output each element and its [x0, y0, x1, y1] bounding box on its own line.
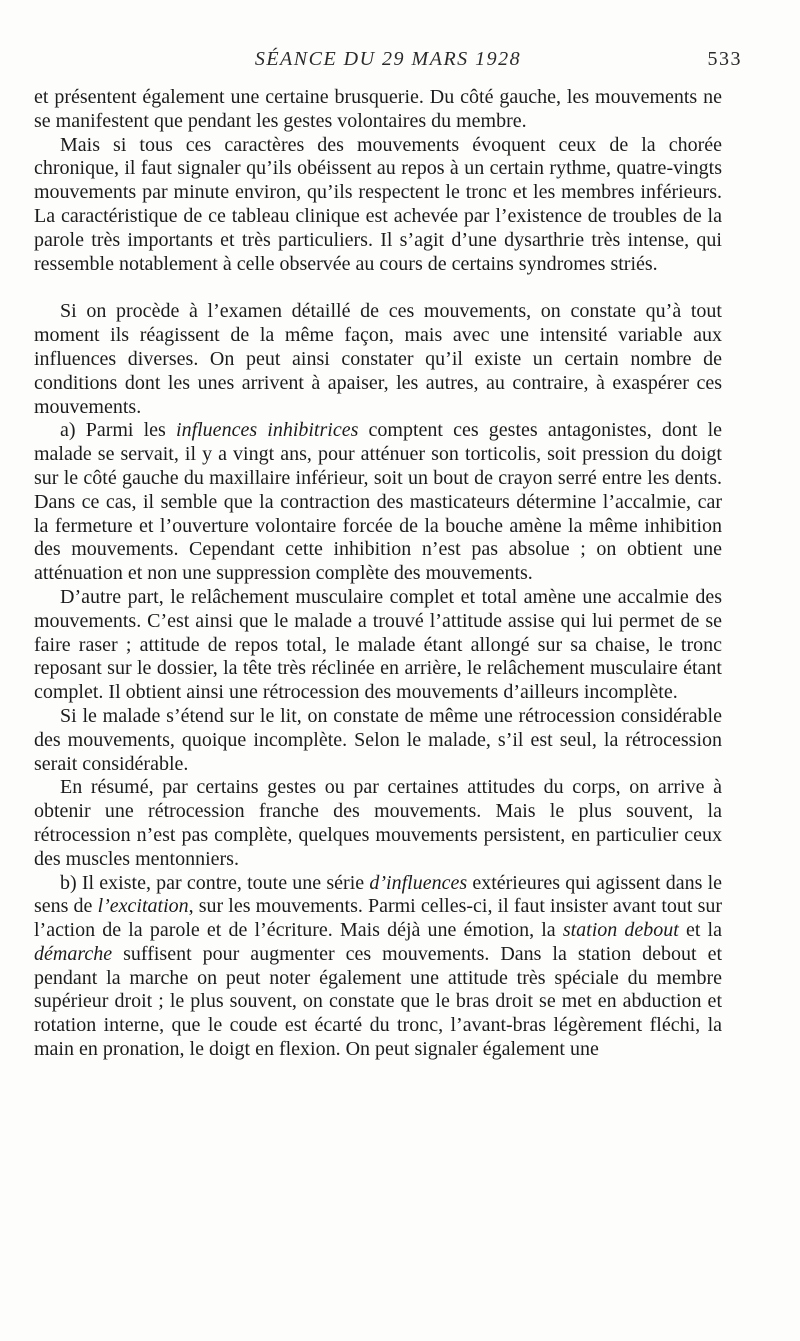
emphasis: station debout — [562, 919, 679, 942]
emphasis: l’excitation — [97, 895, 189, 918]
text-run: a) Parmi les — [60, 419, 177, 442]
paragraph: Si le malade s’étend sur le lit, on constate de même une rétrocession considérable des mouvements, quoique incomplète. Selon le malade, s’il est seul, la rétrocession serait considérable. — [34, 704, 722, 775]
paragraph: Si on procède à l’examen détaillé de ces mouvements, on constate qu’à tout moment ils réagissent de la même façon, mais avec une intensité variable aux influences diverses. On peut ainsi constater qu’il existe un certain nombre de conditions dont les unes arrivent à apaiser, les autres, au contraire, à exaspérer ces mouvements. — [34, 300, 722, 418]
paragraph: Mais si tous ces caractères des mouvements évoquent ceux de la chorée chronique, il faut signaler qu’ils obéissent au repos à un certain rythme, quatre-vingts mouvements par minute environ, qu’ils respectent le tronc et les membres inférieurs. La caractéristique de ce tableau clinique est achevée par l’existence de troubles de la parole très importants et très particuliers. Il s’agit d’une dysarthrie très intense, qui ressemble notablement à celle observée au cours de certains syndromes striés. — [34, 133, 722, 275]
page-number: 533 — [707, 48, 742, 70]
emphasis: d’influences — [369, 871, 468, 894]
paragraph-continuation: et présentent également une certaine brusquerie. Du côté gauche, les mouvements ne se manifestent que pendant les gestes volontaires du membre. — [34, 86, 722, 132]
text-run: comptent ces gestes antagonistes, dont le malade se servait, il y a vingt ans, pour atténuer son torticolis, soit pression du doigt sur le côté gauche du maxillaire inférieur, soit un bout de crayon serré entre les dents. Dans ce cas, il semble que la contraction des masticateurs détermine l’accalmie, car la fermeture et l’ouverture volontaire forcée de la bouche amène la même inhibition des mouvements. Cependant cette inhibition n’est pas absolue ; on obtient une atténuation et non une suppression complète des mouvements. — [34, 419, 723, 585]
text-run: , sur les mouvements. Parmi celles-ci, il faut insister avant tout sur l’action de la parole et de l’écriture. Mais déjà une émotion, la — [34, 895, 723, 942]
paragraph: En résumé, par certains gestes ou par certaines attitudes du corps, on arrive à obtenir une rétrocession franche des mouvements. Mais le plus souvent, la rétrocession n’est pas complète, quelques mouvements persistent, en particulier ceux des muscles mentonniers. — [34, 776, 722, 870]
emphasis: démarche — [34, 942, 113, 965]
text-run: b) Il existe, par contre, toute une série — [60, 871, 370, 894]
emphasis: influences inhibitrices — [176, 419, 359, 442]
paragraph-inhibitory-influences — [34, 419, 722, 586]
text-run: extérieures qui agissent dans le sens de — [34, 871, 723, 918]
paragraph: D’autre part, le relâchement musculaire complet et total amène une accalmie des mouvements. C’est ainsi que le malade a trouvé l’attitude assise qui lui permet de se faire raser ; attitude de repos total, le malade étant allongé sur sa chaise, le tronc reposant sur le dossier, la tête très réclinée en arrière, le relâchement musculaire étant complet. Il obtient ainsi une rétrocession des mouvements d’ailleurs incomplète. — [34, 585, 722, 704]
running-title: SÉANCE DU 29 MARS 1928 — [254, 48, 522, 70]
text-run: suffisent pour augmenter ces mouvements. Dans la station debout et pendant la marche on peut noter également une attitude très spéciale du membre supérieur droit ; le plus souvent, on constate que le bras droit se met en abduction et rotation interne, que le coude est écarté du tronc, l’avant-bras légèrement fléchi, la main en pronation, le doigt en flexion. On peut signaler également une — [34, 942, 722, 1061]
body-text — [34, 86, 722, 1062]
text-run: et la — [678, 919, 722, 942]
running-header — [34, 48, 742, 78]
paragraph-exciting-influences — [34, 872, 722, 1062]
